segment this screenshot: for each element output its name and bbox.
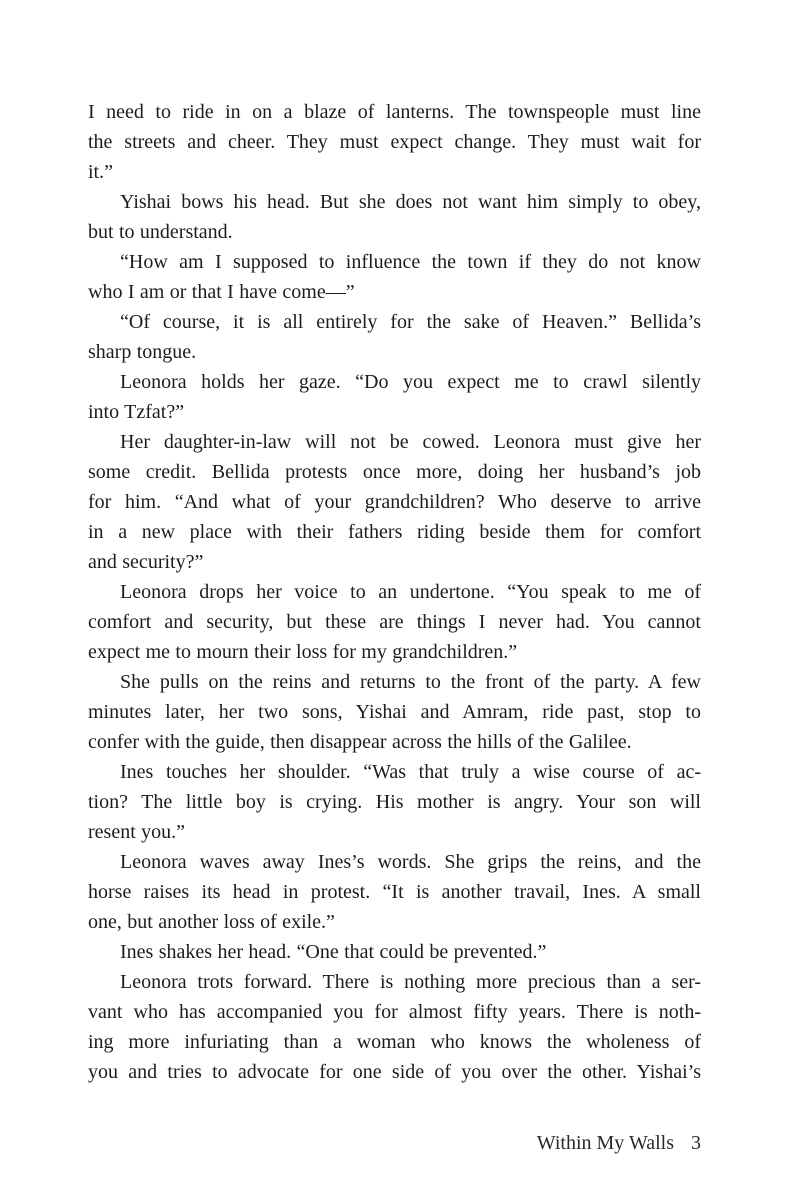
text-line: resent you.”	[88, 821, 186, 843]
text-line: one, but another loss of exile.”	[88, 911, 335, 933]
text-line: vant who has accompanied you for almost fifty years. There is noth-	[88, 1001, 701, 1023]
text-line: but to understand.	[88, 221, 233, 243]
text-line: horse raises its head in protest. “It is another travail, Ines. A small	[88, 881, 701, 903]
paragraph	[88, 187, 701, 247]
text-line: and security?”	[88, 551, 204, 573]
text-line: sharp tongue.	[88, 341, 197, 363]
text-line: tion? The little boy is crying. His mother is angry. Your son will	[88, 791, 701, 813]
text-line: Leonora trots forward. There is nothing more precious than a ser-	[120, 971, 701, 993]
paragraph	[88, 757, 701, 847]
text-line: She pulls on the reins and returns to the front of the party. A few	[120, 671, 701, 693]
text-line: ing more infuriating than a woman who knows the wholeness of	[88, 1031, 701, 1053]
paragraph	[88, 307, 701, 367]
paragraph	[88, 247, 701, 307]
text-line: Yishai bows his head. But she does not want him simply to obey,	[120, 191, 701, 213]
footer-page-number: 3	[691, 1132, 701, 1154]
paragraph	[88, 667, 701, 757]
paragraph	[88, 847, 701, 937]
paragraph	[88, 427, 701, 577]
paragraph	[88, 937, 701, 967]
text-line: you and tries to advocate for one side of you over the other. Yishai’s	[88, 1061, 701, 1083]
text-line: in a new place with their fathers riding beside them for comfort	[88, 521, 701, 543]
page-body	[88, 97, 701, 1087]
text-line: Ines touches her shoulder. “Was that truly a wise course of ac-	[120, 761, 701, 783]
text-line: for him. “And what of your grandchildren? Who deserve to arrive	[88, 491, 701, 513]
text-line: Her daughter-in-law will not be cowed. Leonora must give her	[120, 431, 701, 453]
text-line: confer with the guide, then disappear across the hills of the Galilee.	[88, 731, 632, 753]
paragraph	[88, 577, 701, 667]
text-line: into Tzfat?”	[88, 401, 185, 423]
text-line: Leonora waves away Ines’s words. She grips the reins, and the	[120, 851, 701, 873]
text-line: expect me to mourn their loss for my grandchildren.”	[88, 641, 518, 663]
text-line: “How am I supposed to influence the town if they do not know	[120, 251, 701, 273]
text-line: it.”	[88, 161, 113, 183]
text-line: I need to ride in on a blaze of lanterns. The townspeople must line	[88, 101, 701, 123]
text-line: Ines shakes her head. “One that could be prevented.”	[120, 941, 547, 963]
text-line: Leonora drops her voice to an undertone. “You speak to me of	[120, 581, 701, 603]
text-line: minutes later, her two sons, Yishai and Amram, ride past, stop to	[88, 701, 701, 723]
paragraph	[88, 367, 701, 427]
page-footer	[88, 1131, 701, 1155]
text-line: comfort and security, but these are things I never had. You cannot	[88, 611, 701, 633]
text-line: “Of course, it is all entirely for the sake of Heaven.” Bellida’s	[120, 311, 701, 333]
text-line: some credit. Bellida protests once more, doing her husband’s job	[88, 461, 701, 483]
text-line: Leonora holds her gaze. “Do you expect me to crawl silently	[120, 371, 701, 393]
paragraph	[88, 97, 701, 187]
footer-book-title: Within My Walls	[536, 1132, 674, 1154]
paragraph	[88, 967, 701, 1087]
text-line: the streets and cheer. They must expect change. They must wait for	[88, 131, 701, 153]
text-line: who I am or that I have come—”	[88, 281, 355, 303]
